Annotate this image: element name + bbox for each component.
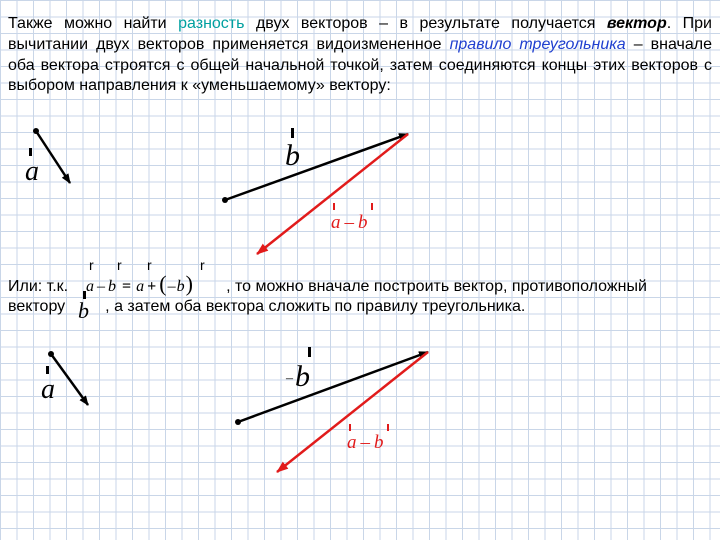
formula-mark-1: r [89, 257, 94, 273]
formula-mark-2: r [117, 257, 122, 273]
formula-expression: a – b = a + (–b) [86, 271, 193, 296]
intro-text-2: двух векторов – в результате получается [244, 15, 607, 32]
intro-text-3: . При вычитании двух векторов применяется видоизмененное [8, 15, 712, 53]
term-vector: вектор [606, 15, 667, 32]
formula-line [8, 277, 647, 297]
formula-line-suffix: , то можно вначале построить вектор, противоположный [226, 278, 647, 295]
second-line [8, 297, 525, 317]
formula-line-prefix: Или: т.к. [8, 278, 69, 295]
label-neg-b-2: –b [286, 360, 310, 393]
vector-neg-b-2 [235, 352, 428, 425]
label-b-1: b [285, 139, 300, 172]
term-difference: разность [178, 15, 245, 32]
label-a-minus-b-2: a – b [347, 432, 384, 453]
vector-mark-a-2 [46, 366, 49, 374]
second-line-suffix: , а затем оба вектора сложить по правилу треугольника. [105, 298, 526, 315]
label-a-minus-b-1: a – b [331, 212, 368, 233]
vector-mark-b-1 [291, 128, 294, 138]
term-triangle-rule: правило треугольника [449, 35, 626, 53]
formula-mark-4: r [200, 257, 205, 273]
inline-vector-b: b [78, 298, 89, 323]
vector-b-1 [222, 134, 408, 203]
intro-text-4: – вначале оба вектора строятся с общей начальной точкой, затем соединяются концы этих векторов с выбором направления к «уменьшаемому» вектору: [8, 35, 713, 95]
label-a-1: a [25, 156, 39, 187]
second-line-prefix: вектору [8, 298, 66, 315]
diff-mark-a-1 [333, 203, 335, 210]
vector-mark-a-1 [29, 148, 32, 156]
intro-text-1: Также можно найти [8, 15, 179, 32]
vector-a-minus-b-1 [257, 134, 408, 254]
diagram-1 [25, 128, 408, 254]
diff-mark-b-2 [387, 424, 389, 431]
diff-mark-b-1 [371, 203, 373, 210]
vector-mark-neg-b-2 [308, 347, 311, 357]
diagram-2 [41, 347, 428, 472]
diff-mark-a-2 [349, 424, 351, 431]
label-a-2: a [41, 374, 55, 405]
formula-mark-3: r [147, 257, 152, 273]
